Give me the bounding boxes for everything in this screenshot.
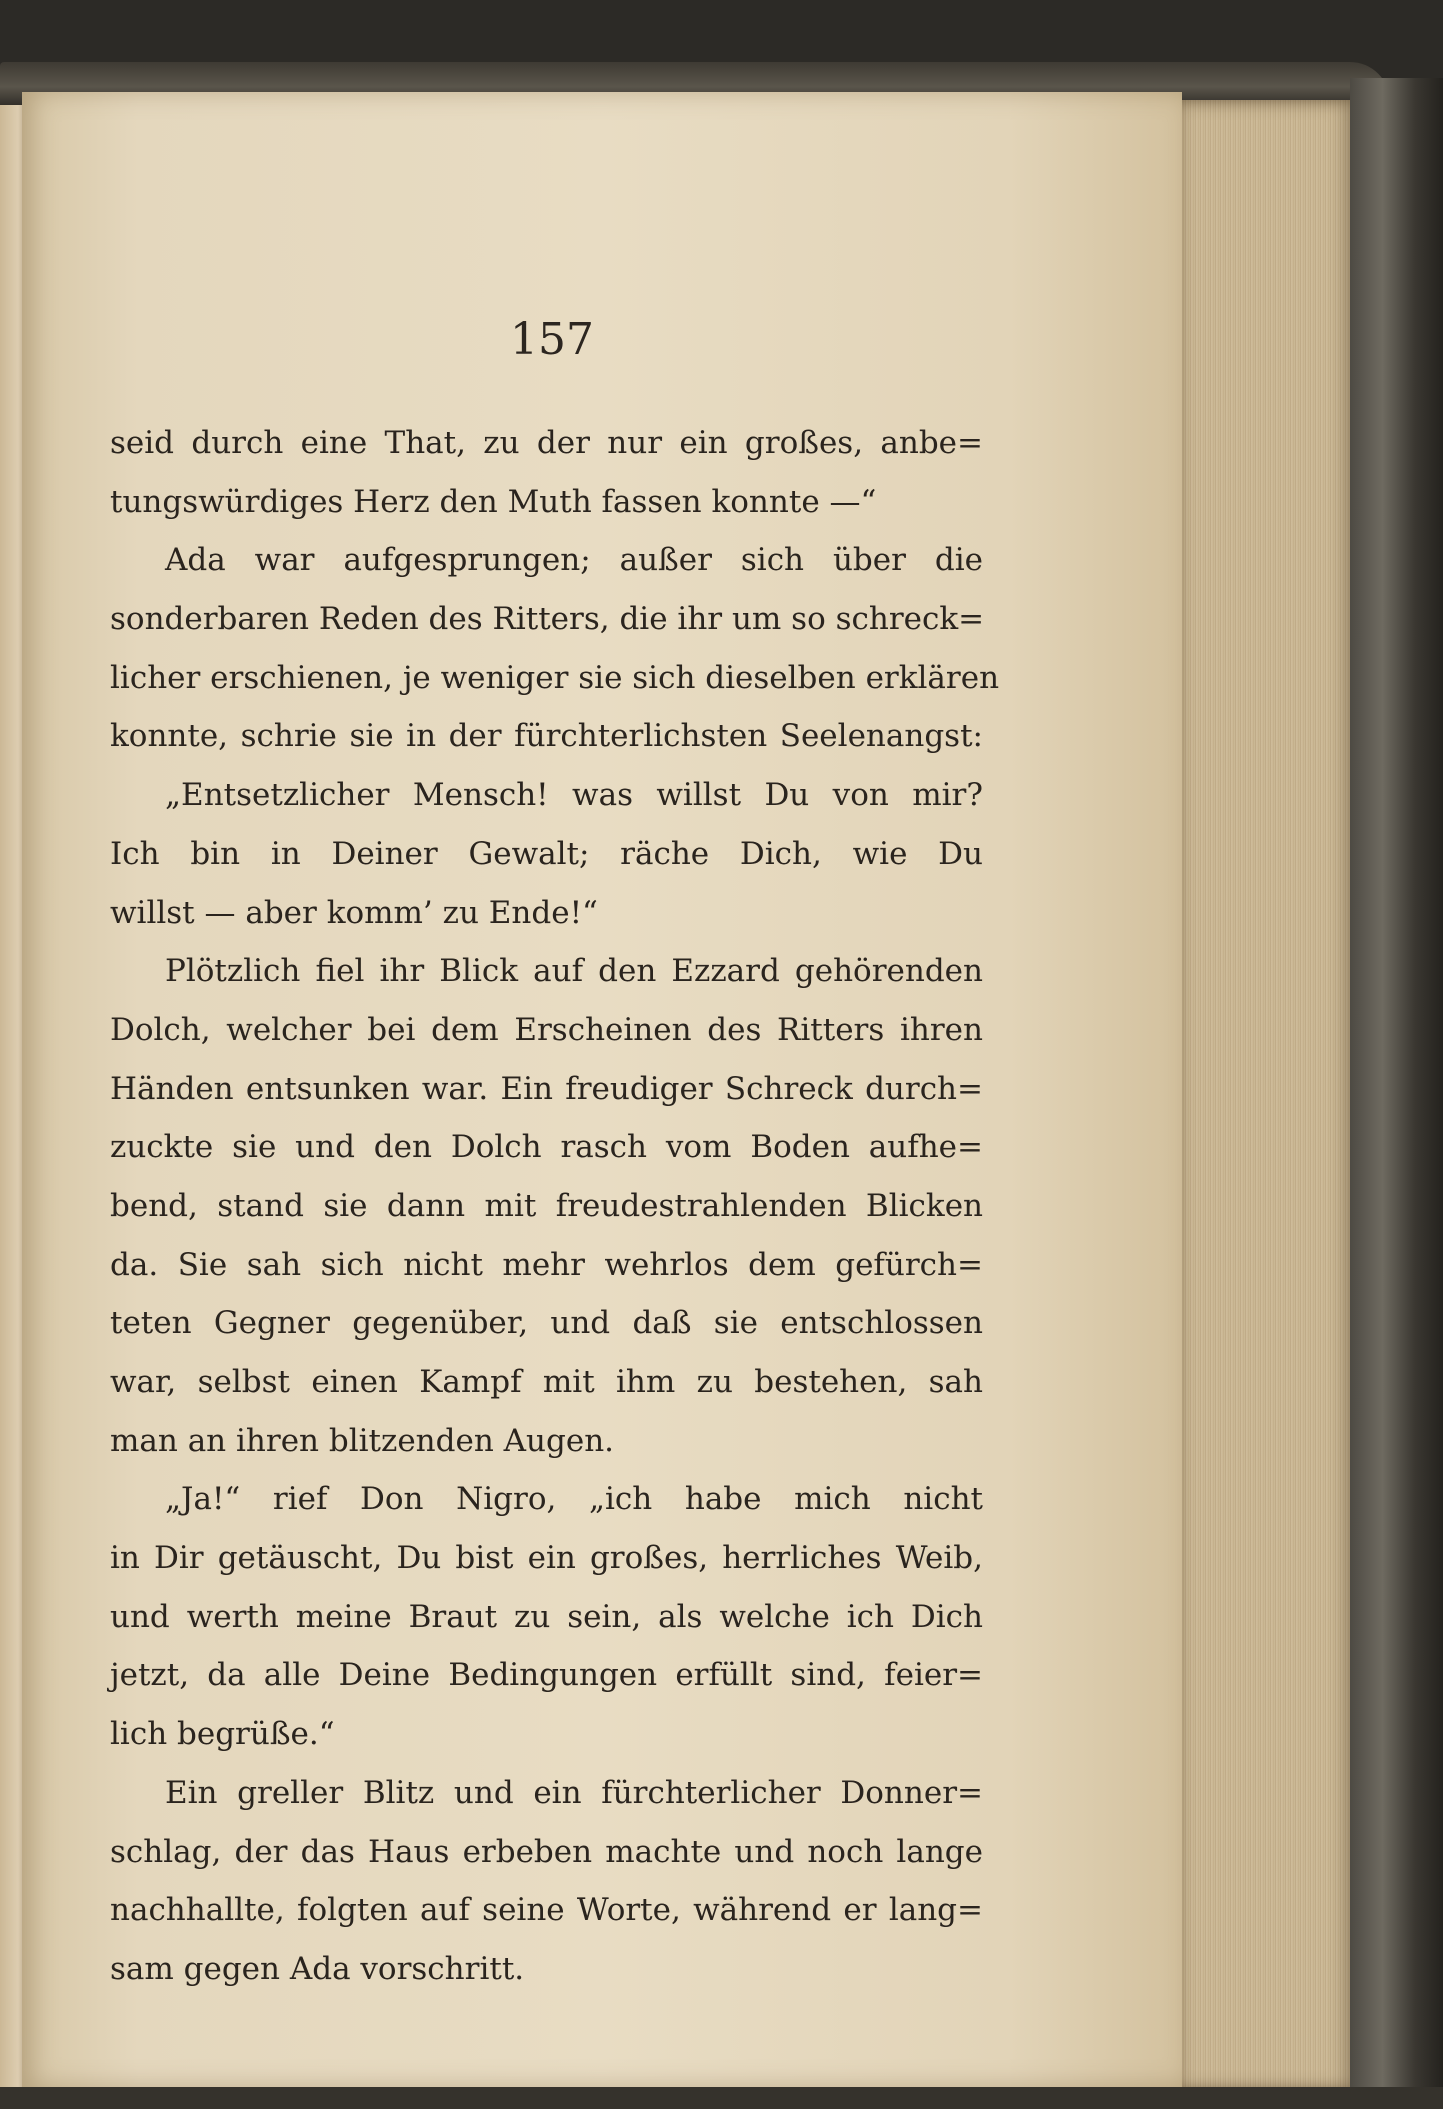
text-line: „Ja!“ rief Don Nigro, „ich habe mich nicht [165,1481,983,1518]
text-line: nachhallte, folgten auf seine Worte, während er lang= [110,1892,983,1929]
text-line: man an ihren blitzenden Augen. [110,1422,615,1459]
text-line: Plötzlich fiel ihr Blick auf den Ezzard gehörenden [165,953,983,990]
text-line: licher erschienen, je weniger sie sich dieselben erklären [110,659,1000,696]
text-line: Ada war aufgesprungen; außer sich über die [165,542,983,579]
text-line: Ein greller Blitz und ein fürchterlicher Donner= [165,1774,983,1811]
page-text [110,414,1000,1999]
text-line: in Dir getäuscht, Du bist ein großes, herrliches Weib, [110,1540,983,1577]
book-page [22,92,1182,2087]
text-line: teten Gegner gegenüber, und daß sie entschlossen [110,1305,983,1342]
text-line: lich begrüße.“ [110,1716,335,1753]
text-line: willst — aber komm’ zu Ende!“ [110,894,598,931]
book-cover-bottom [0,2087,1443,2109]
text-line: Händen entsunken war. Ein freudiger Schreck durch= [110,1070,983,1107]
text-line: Dolch, welcher bei dem Erscheinen des Ritters ihren [110,1011,983,1048]
text-line: konnte, schrie sie in der fürchterlichsten Seelenangst: [110,718,983,755]
text-line: bend, stand sie dann mit freudestrahlenden Blicken [110,1187,983,1224]
page-number: 157 [510,314,594,365]
text-line: und werth meine Braut zu sein, als welche ich Dich [110,1598,983,1635]
text-line: schlag, der das Haus erbeben machte und noch lange [110,1833,983,1870]
text-line: war, selbst einen Kampf mit ihm zu bestehen, sah [110,1364,983,1400]
text-line: zuckte sie und den Dolch rasch vom Boden aufhe= [110,1129,983,1166]
text-line: seid durch eine That, zu der nur ein großes, anbe= [110,425,983,461]
text-line: „Entsetzlicher Mensch! was willst Du von mir? [165,777,983,814]
text-line: sonderbaren Reden des Ritters, die ihr um so schreck= [110,601,985,638]
text-line: da. Sie sah sich nicht mehr wehrlos dem gefürch= [110,1246,983,1283]
text-line: tungswürdiges Herz den Muth fassen konnte —“ [110,483,877,520]
text-line: sam gegen Ada vorschritt. [110,1950,525,1987]
page-block-edge [1175,100,1355,2090]
book-cover-right [1350,78,1443,2109]
text-line: jetzt, da alle Deine Bedingungen erfüllt sind, feier= [110,1657,983,1694]
text-line: Ich bin in Deiner Gewalt; räche Dich, wie Du [110,835,983,872]
